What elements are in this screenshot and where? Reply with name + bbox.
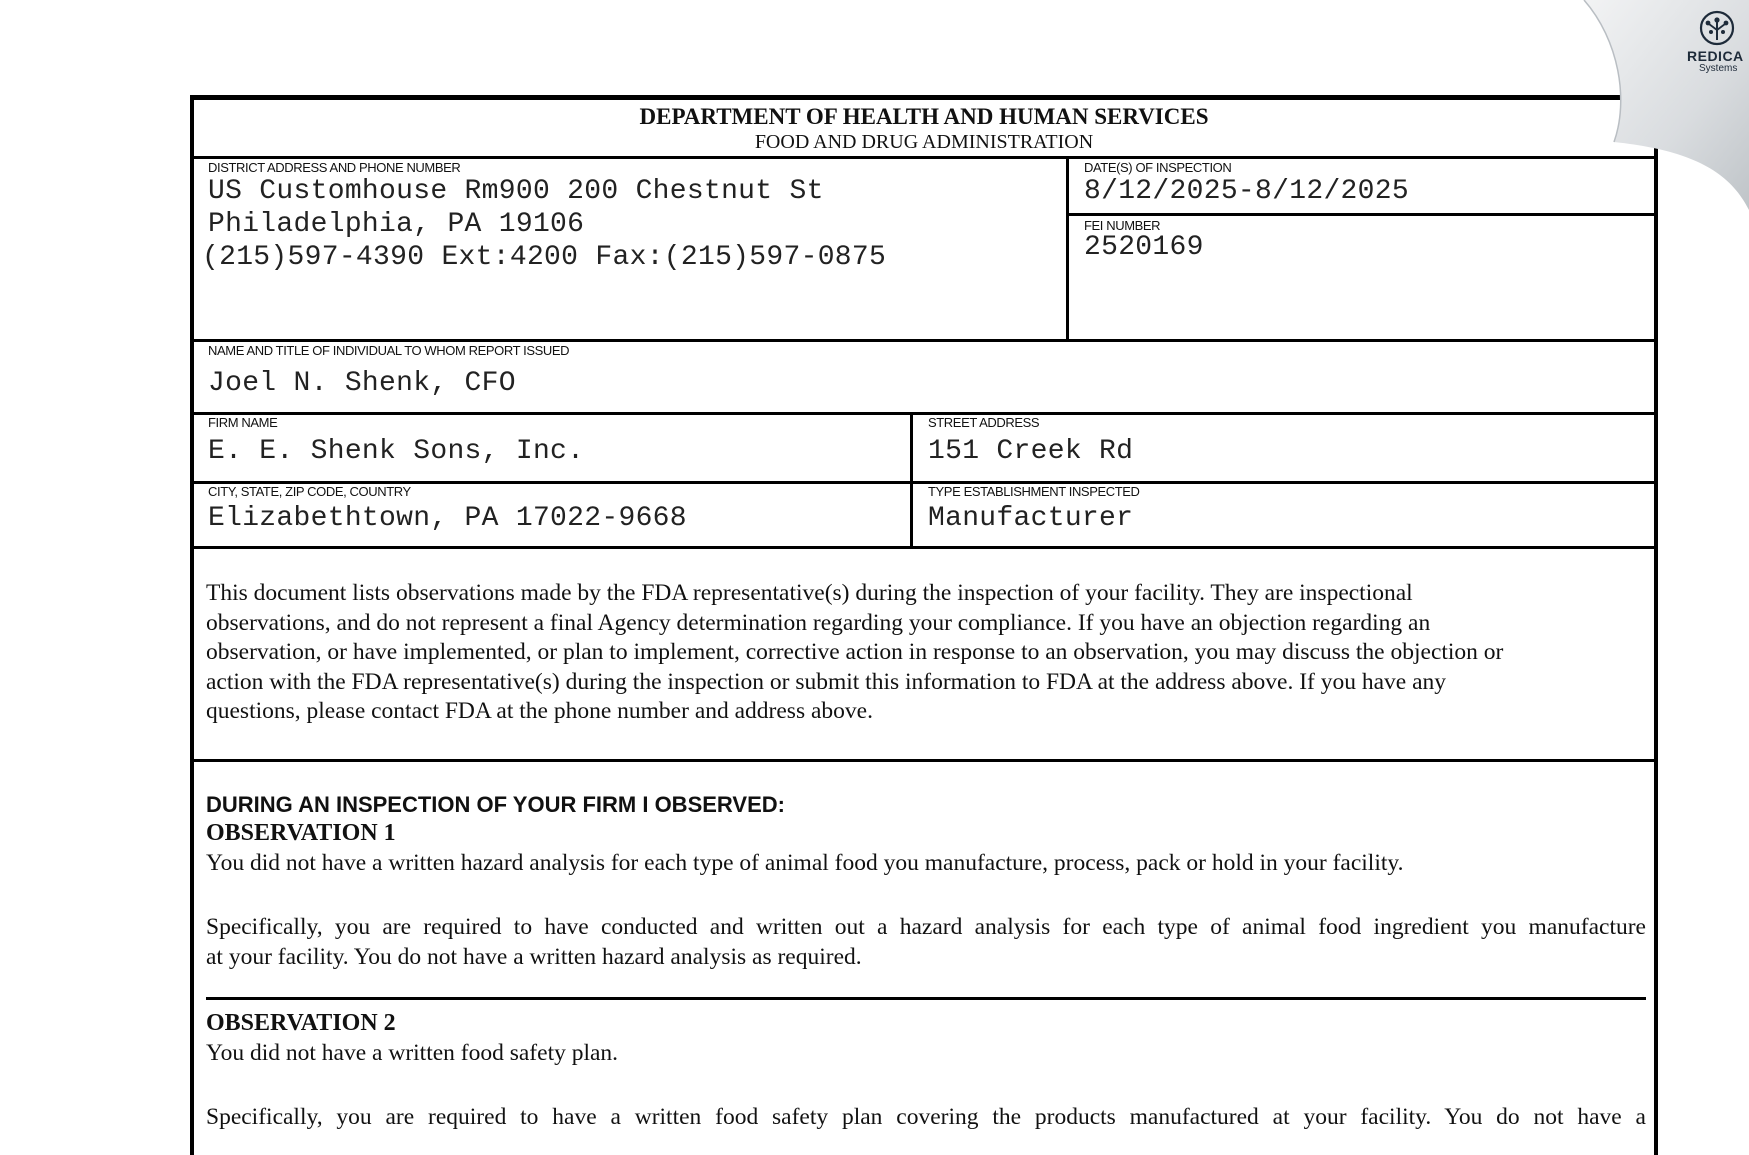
- department-title: DEPARTMENT OF HEALTH AND HUMAN SERVICES: [639, 104, 1209, 129]
- observation-2-detail: Specifically, you are required to have a written food safety plan covering the products manufactured at your facility. You do not have a: [206, 1104, 1646, 1130]
- city-value: Elizabethtown, PA 17022-9668: [208, 503, 687, 534]
- observation-2-summary: You did not have a written food safety plan.: [206, 1040, 619, 1066]
- divider: [194, 759, 1654, 762]
- firm-name-label: FIRM NAME: [208, 415, 278, 430]
- divider: [194, 412, 1654, 415]
- recipient-value: Joel N. Shenk, CFO: [208, 368, 516, 399]
- establishment-type-value: Manufacturer: [928, 503, 1134, 534]
- disclaimer-line: action with the FDA representative(s) during the inspection or submit this information to FDA at the address above. If you have any: [206, 668, 1447, 695]
- divider: [910, 412, 913, 546]
- fda-483-form: [190, 95, 1658, 1155]
- firm-name-value: E. E. Shenk Sons, Inc.: [208, 436, 585, 467]
- disclaimer-line: questions, please contact FDA at the phone number and address above.: [206, 698, 873, 724]
- establishment-type-label: TYPE ESTABLISHMENT INSPECTED: [928, 484, 1140, 499]
- observation-1-title: OBSERVATION 1: [206, 820, 396, 846]
- disclaimer-line: This document lists observations made by the FDA representative(s) during the inspection of your facility. They are inspectional: [206, 580, 1413, 606]
- observations-intro: DURING AN INSPECTION OF YOUR FIRM I OBSERVED:: [206, 792, 785, 817]
- redica-tree-logo-icon: [1699, 10, 1735, 46]
- divider: [194, 339, 1654, 342]
- district-phone: (215)597-4390 Ext:4200 Fax:(215)597-0875: [202, 242, 887, 273]
- fei-value: 2520169: [1084, 232, 1204, 263]
- recipient-label: NAME AND TITLE OF INDIVIDUAL TO WHOM REPORT ISSUED: [208, 343, 570, 358]
- observation-2-title: OBSERVATION 2: [206, 1010, 396, 1036]
- redica-brand: REDICA: [1687, 48, 1744, 64]
- redica-sub: Systems: [1699, 63, 1738, 74]
- observation-1-detail: at your facility. You do not have a written hazard analysis as required.: [206, 944, 862, 970]
- street-address-label: STREET ADDRESS: [928, 415, 1040, 430]
- redica-watermark: [1549, 0, 1749, 210]
- observation-1-detail: Specifically, you are required to have conducted and written out a hazard analysis for each type of animal food ingredient you manufacture: [206, 914, 1646, 940]
- agency-title: FOOD AND DRUG ADMINISTRATION: [754, 131, 1094, 153]
- disclaimer-line: observations, and do not represent a final Agency determination regarding your compliance. If you have an objection regarding an: [206, 609, 1431, 636]
- inspection-dates-label: DATE(S) OF INSPECTION: [1084, 160, 1232, 175]
- disclaimer-text: [206, 579, 1646, 727]
- street-address-value: 151 Creek Rd: [928, 436, 1134, 467]
- observation-1-summary: You did not have a written hazard analysis for each type of animal food you manufacture, process, pack or hold in your facility.: [206, 850, 1404, 876]
- divider: [194, 156, 1654, 159]
- district-label: DISTRICT ADDRESS AND PHONE NUMBER: [208, 160, 461, 175]
- divider: [1066, 213, 1654, 216]
- divider: [194, 481, 1654, 484]
- divider: [1066, 156, 1069, 339]
- district-address-line2: Philadelphia, PA 19106: [208, 209, 585, 240]
- divider: [194, 546, 1654, 549]
- city-label: CITY, STATE, ZIP CODE, COUNTRY: [208, 484, 411, 499]
- observation-separator: [206, 997, 1646, 1000]
- district-address-line1: US Customhouse Rm900 200 Chestnut St: [208, 176, 824, 207]
- inspection-dates-value: 8/12/2025-8/12/2025: [1084, 176, 1409, 207]
- disclaimer-line: observation, or have implemented, or plan to implement, corrective action in response to an observation, you may discuss the objection or: [206, 639, 1504, 665]
- fei-label: FEI NUMBER: [1084, 218, 1161, 233]
